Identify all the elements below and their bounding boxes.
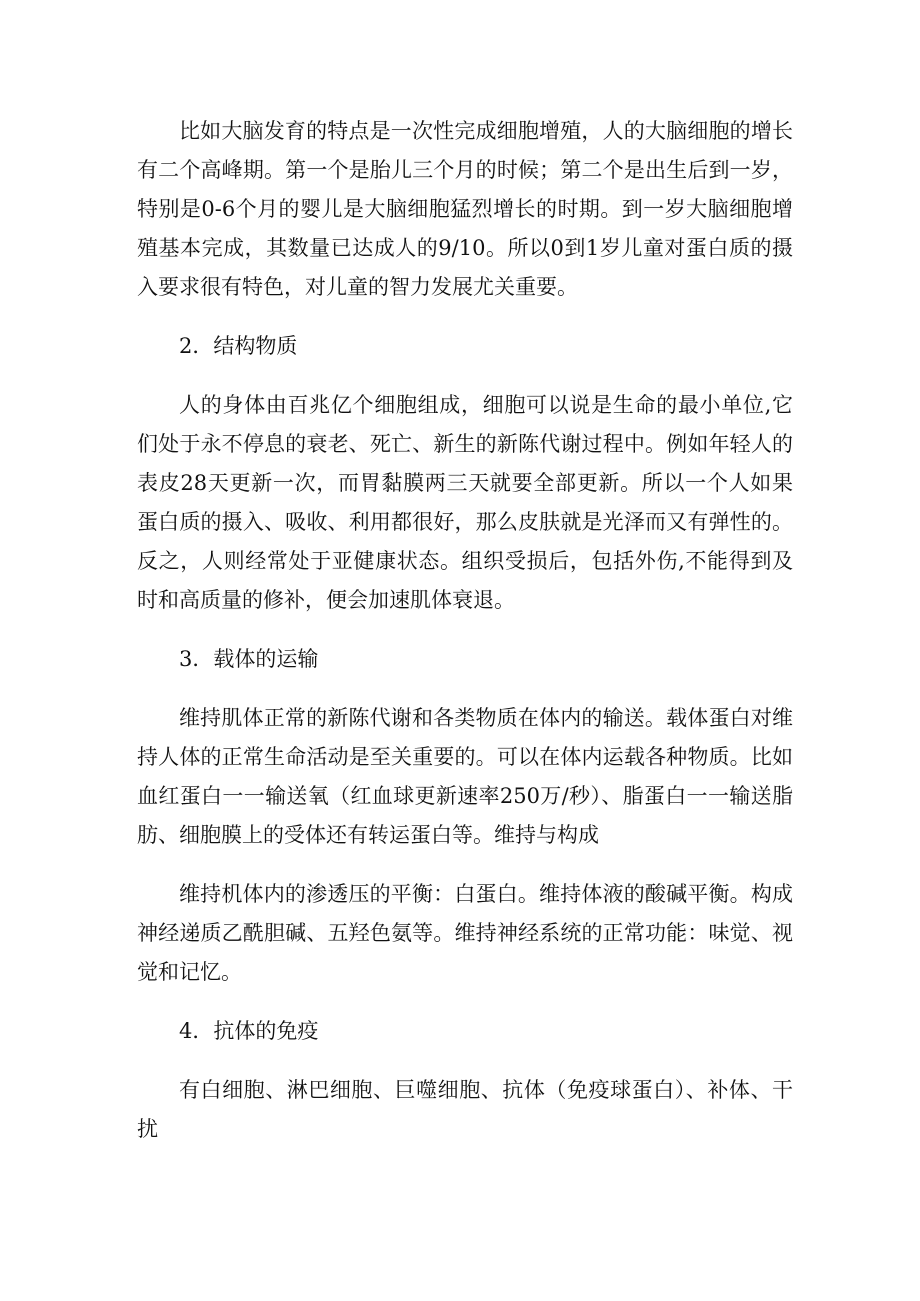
section-heading-carrier-transport: 3．载体的运输 [179, 647, 319, 671]
paragraph-immune-cells: 有白细胞、淋巴细胞、巨噬细胞、抗体（免疫球蛋白）、补体、干扰 [137, 1078, 793, 1141]
paragraph-brain-development: 比如大脑发育的特点是一次性完成细胞增殖，人的大脑细胞的增长有二个高峰期。第一个是胎儿三个月的时候；第二个是出生后到一岁，特别是0-6个月的婴儿是大脑细胞猛烈增长的时期。到一岁大脑细胞增殖基本完成，其数量已达成人的9/10。所以0到1岁儿童对蛋白质的摄入要求很有特色，对儿童的智力发展尤关重要。 [137, 119, 793, 299]
paragraph-carrier-proteins: 维持肌体正常的新陈代谢和各类物质在体内的输送。载体蛋白对维持人体的正常生命活动是至关重要的。可以在体内运载各种物质。比如血红蛋白一一输送氧（红血球更新速率250万/秒）、脂蛋白一一输送脂肪、细胞膜上的受体还有转运蛋白等。维持与构成 [137, 706, 793, 847]
paragraph-cell-renewal: 人的身体由百兆亿个细胞组成，细胞可以说是生命的最小单位,它们处于永不停息的衰老、死亡、新生的新陈代谢过程中。例如年轻人的表皮28天更新一次，而胃黏膜两三天就要全部更新。所以一个人如果蛋白质的摄入、吸收、利用都很好，那么皮肤就是光泽而又有弹性的。反之，人则经常处于亚健康状态。组织受损后，包括外伤,不能得到及时和高质量的修补，便会加速肌体衰退。 [137, 393, 793, 612]
paragraph-osmotic-balance: 维持机体内的渗透压的平衡：白蛋白。维持体液的酸碱平衡。构成神经递质乙酰胆碱、五羟色氨等。维持神经系统的正常功能：味觉、视觉和记忆。 [137, 882, 793, 984]
section-heading-structural-material: 2．结构物质 [179, 334, 298, 358]
section-heading-antibody-immunity: 4．抗体的免疫 [179, 1019, 319, 1043]
document-body [137, 112, 793, 1169]
